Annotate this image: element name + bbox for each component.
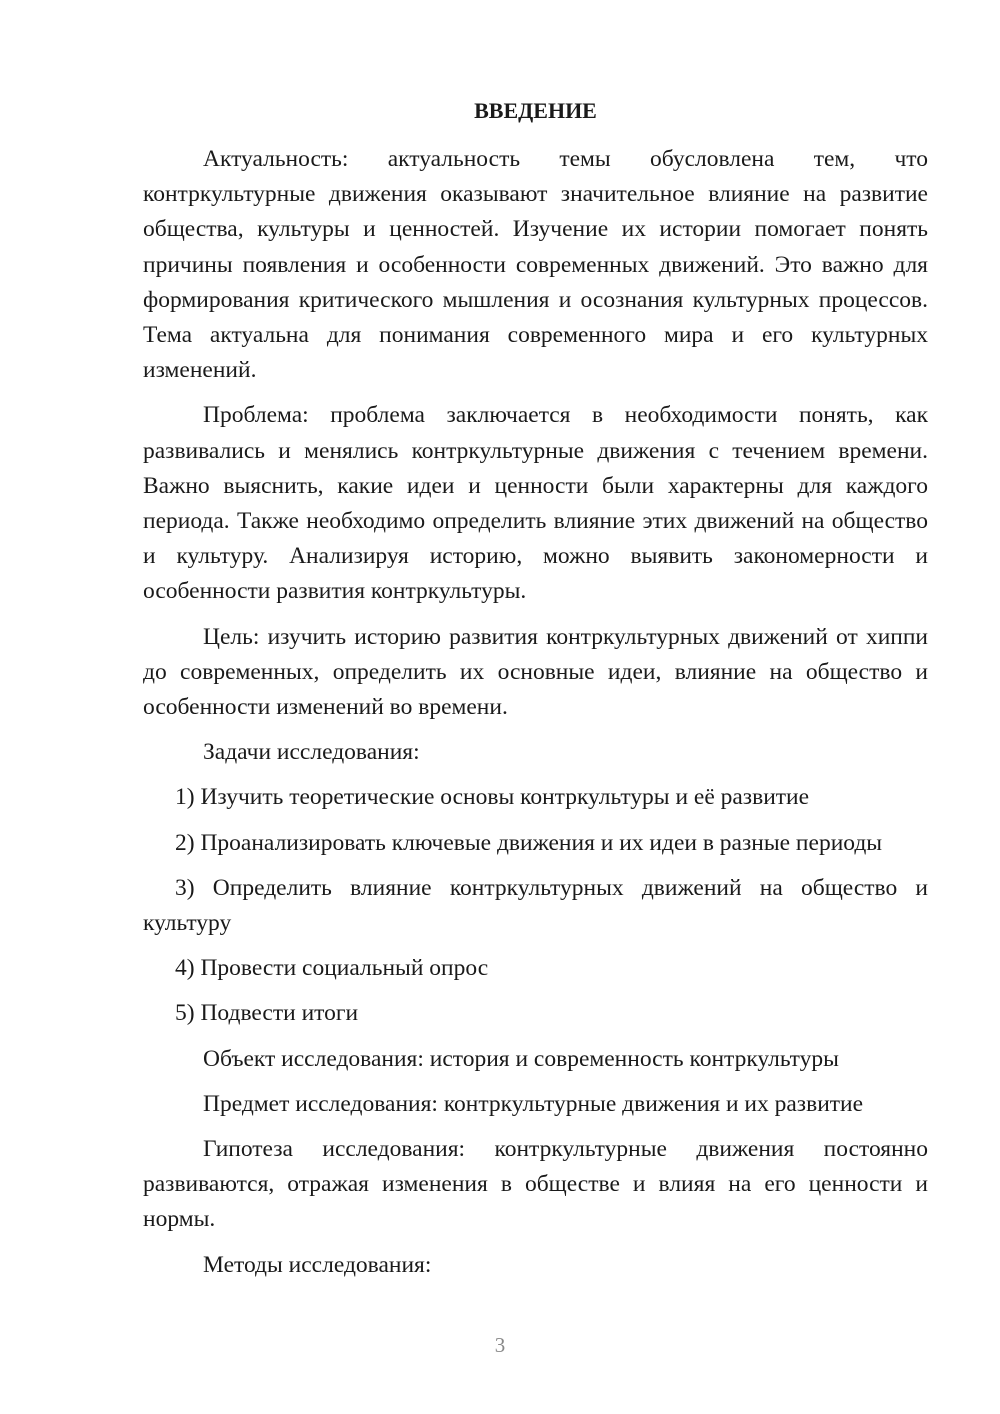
task-item-5: 5) Подвести итоги (175, 1000, 359, 1027)
paragraph-object: Объект исследования: история и современность контркультуры (203, 1045, 839, 1072)
paragraph-problem: Проблема: проблема заключается в необходимости понять, как развивались и менялись контркультурные движения с течением времени. Важно выяснить, какие идеи и ценности были характерны для каждого периода. Также необходимо определить влияние этих движений на общество и культуру. Анализируя историю, можно выявить закономерности и особенности развития контркультуры. (143, 402, 928, 605)
task-item-1: 1) Изучить теоретические основы контркультуры и её развитие (175, 784, 810, 811)
paragraph-goal: Цель: изучить историю развития контркультурных движений от хиппи до современных, определить их основные идеи, влияние на общество и особенности изменений во времени. (143, 623, 928, 721)
methods-heading: Методы исследования: (203, 1251, 432, 1278)
tasks-heading: Задачи исследования: (203, 739, 420, 766)
paragraph-hypothesis: Гипотеза исследования: контркультурные движения постоянно развиваются, отражая изменения в обществе и влияя на его ценности и нормы. (143, 1136, 928, 1233)
paragraph-subject: Предмет исследования: контркультурные движения и их развитие (203, 1090, 864, 1117)
page-title: ВВЕДЕНИЕ (474, 98, 597, 123)
paragraph-relevance: Актуальность: актуальность темы обусловлена тем, что контркультурные движения оказывают значительное влияние на развитие общества, культуры и ценностей. Изучение их истории помогает понять причины появления и особенности современных движений. Это важно для формирования критического мышления и осознания культурных процессов. Тема актуальна для понимания современного мира и его культурных изменений. (143, 146, 928, 384)
page-number: 3 (494, 1333, 506, 1357)
document-page (143, 96, 928, 1293)
task-item-4: 4) Провести социальный опрос (175, 955, 489, 982)
task-item-3: 3) Определить влияние контркультурных движений на общество и культуру (143, 874, 928, 937)
task-item-2: 2) Проанализировать ключевые движения и их идеи в разные периоды (175, 829, 883, 856)
